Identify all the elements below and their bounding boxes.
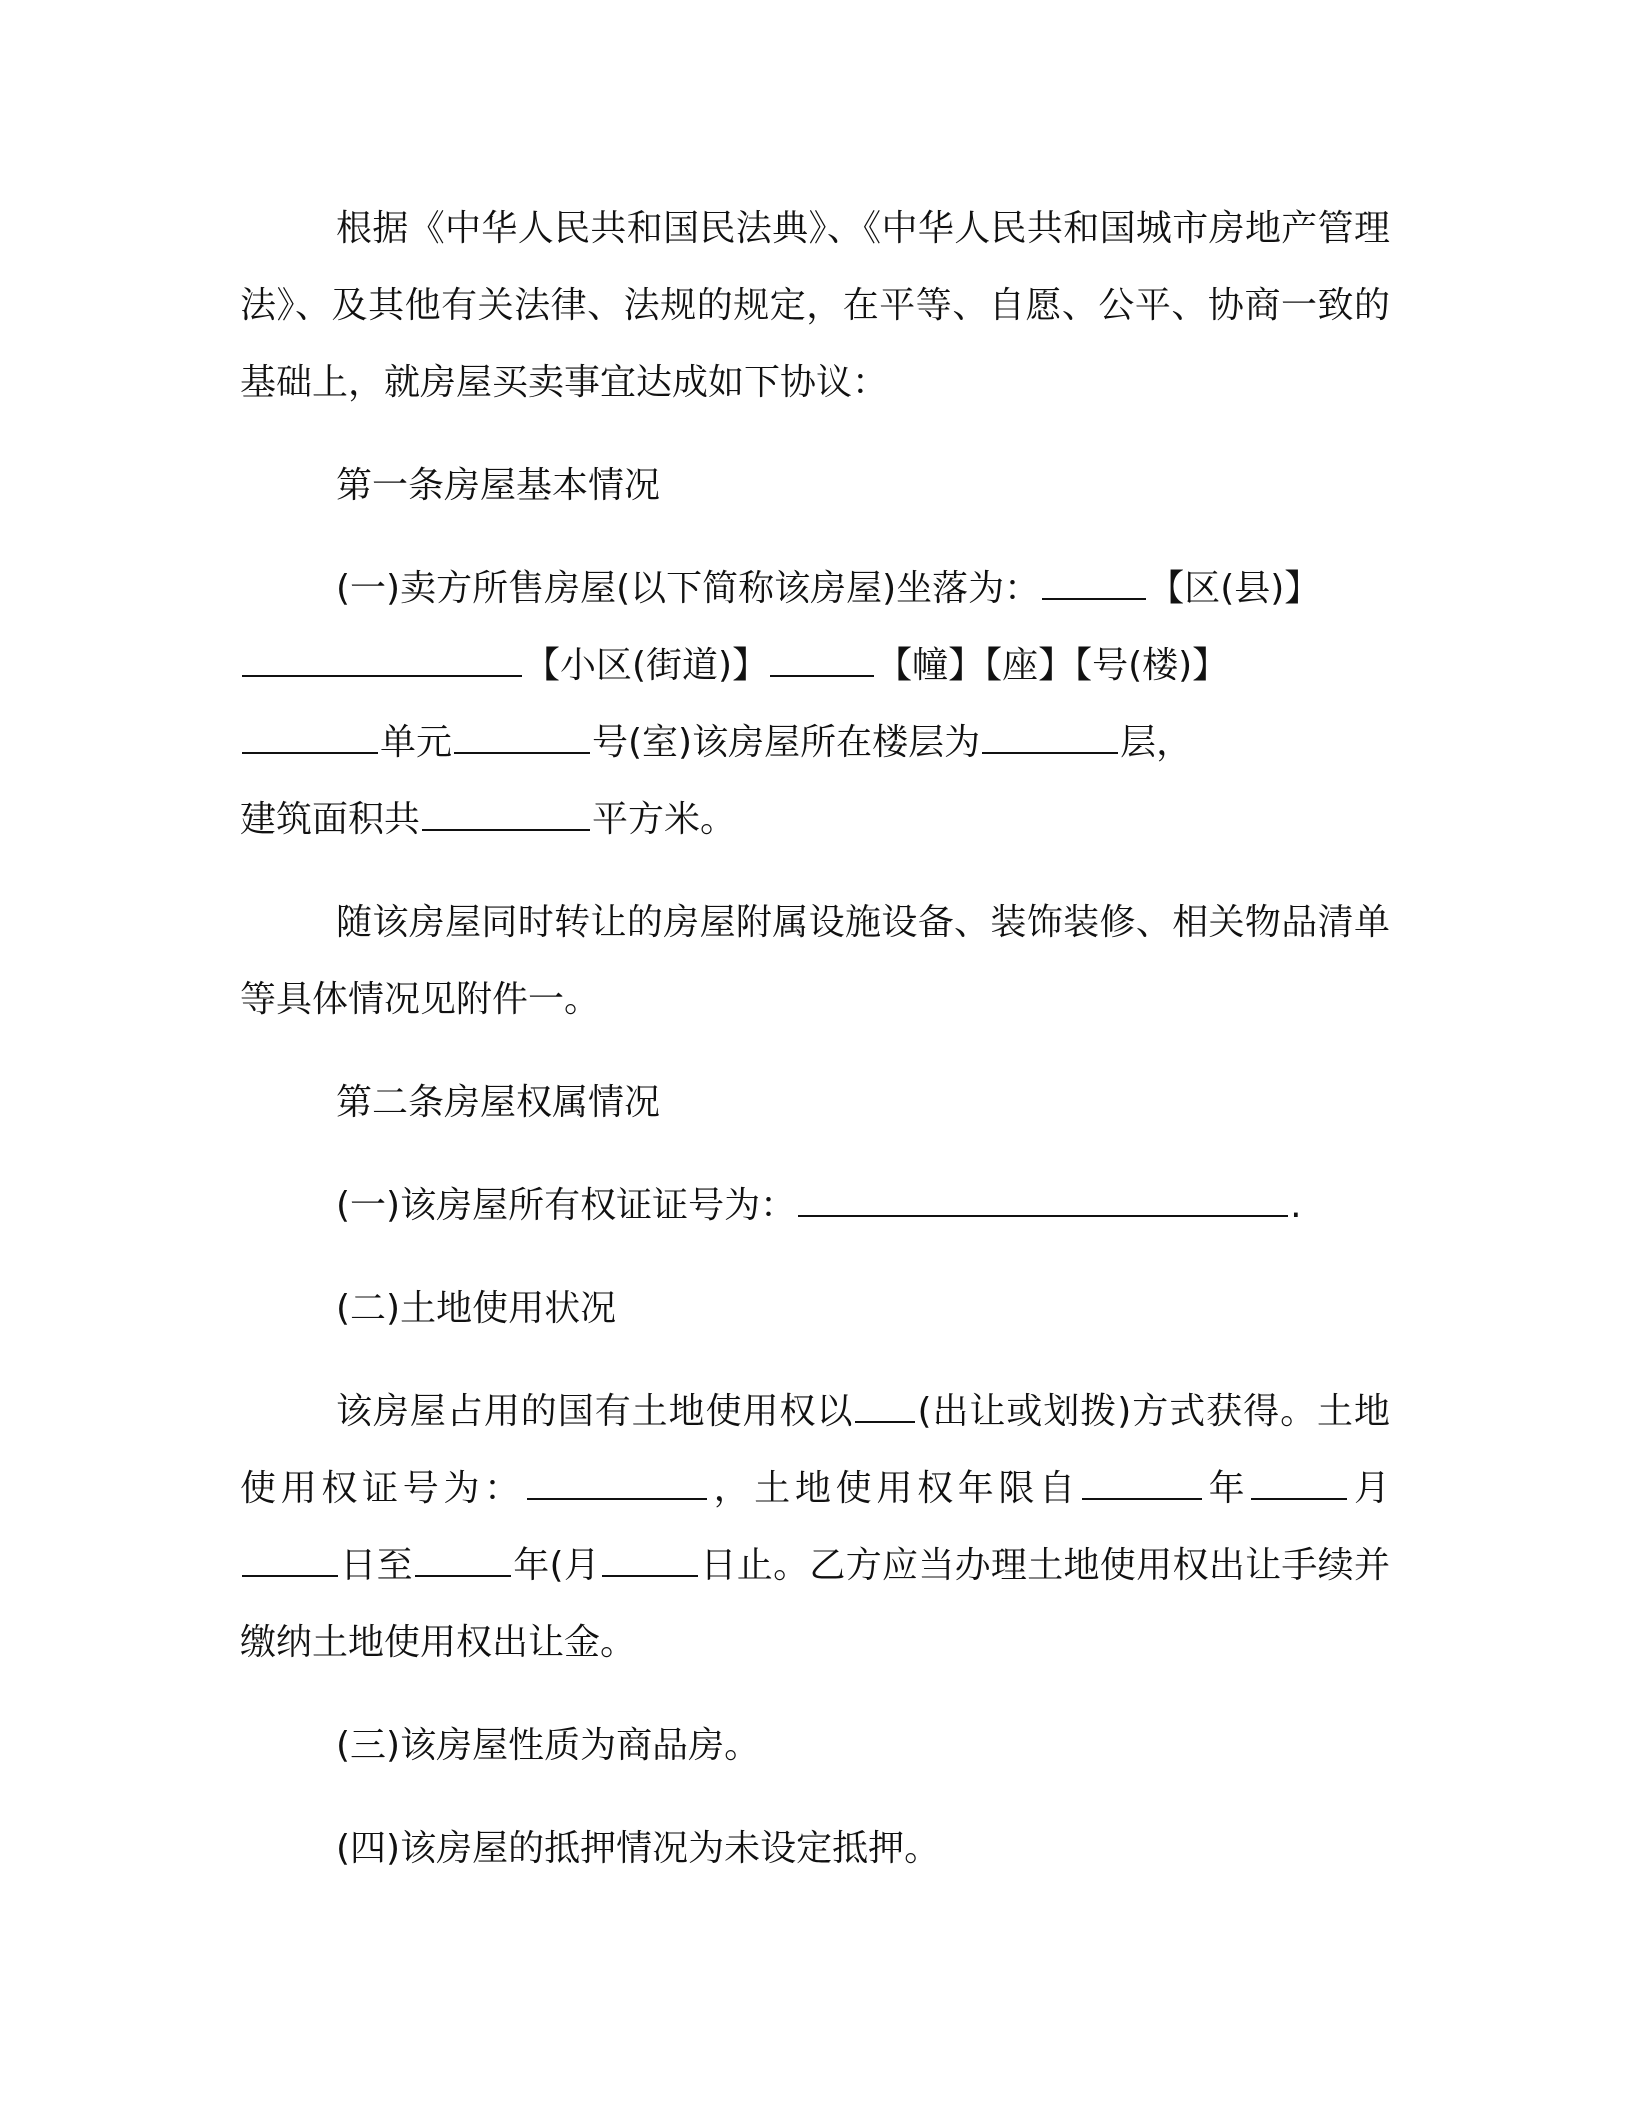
land-cert-blank	[527, 1468, 707, 1500]
article-1-item-1: (一)卖方所售房屋(以下简称该房屋)坐落为： 【区(县)】 【小区(街道)】 【幢】【座】【号(楼)】 单元 号(室)该房屋所在楼层为 层， 建筑面积共 平方米。	[240, 568, 1321, 840]
preamble-paragraph: 根据《中华人民共和国民法典》、《中华人民共和国城市房地产管理法》、及其他有关法律、法规的规定，在平等、自愿、公平、协商一致的基础上，就房屋买卖事宜达成如下协议：	[240, 208, 1390, 403]
certificate-number-blank	[798, 1185, 1288, 1217]
floor-blank	[982, 722, 1118, 754]
end-day-blank	[602, 1545, 698, 1577]
article-2-title: 第二条房屋权属情况	[336, 1082, 661, 1123]
land-method-blank	[855, 1391, 915, 1423]
district-blank	[1042, 568, 1146, 600]
land-use-paragraph: 该房屋占用的国有土地使用权以 (出让或划拨)方式获得。土地使用权证号为： ，土地使用权年限自 年 月日至 年(月 日止。乙方应当办理土地使用权出让手续并缴纳土地使用权出让金。	[240, 1391, 1390, 1663]
start-year-blank	[1082, 1468, 1202, 1500]
unit-blank	[242, 722, 378, 754]
article-2-item-1: (一)该房屋所有权证证号为： .	[336, 1185, 1302, 1226]
area-blank	[422, 799, 590, 831]
community-blank	[242, 645, 522, 677]
article-2-item-3: (三)该房屋性质为商品房。	[336, 1725, 761, 1766]
article-2-item-2-title: (二)土地使用状况	[336, 1288, 617, 1329]
building-blank	[770, 645, 874, 677]
document-page	[240, 190, 1390, 1913]
article-1-title: 第一条房屋基本情况	[336, 465, 661, 506]
end-year-blank	[415, 1545, 511, 1577]
article-2-item-4: (四)该房屋的抵押情况为未设定抵押。	[336, 1828, 941, 1869]
room-blank	[454, 722, 590, 754]
start-day-blank	[242, 1545, 338, 1577]
start-month-blank	[1251, 1468, 1347, 1500]
attachment-paragraph: 随该房屋同时转让的房屋附属设施设备、装饰装修、相关物品清单等具体情况见附件一。	[240, 902, 1390, 1020]
